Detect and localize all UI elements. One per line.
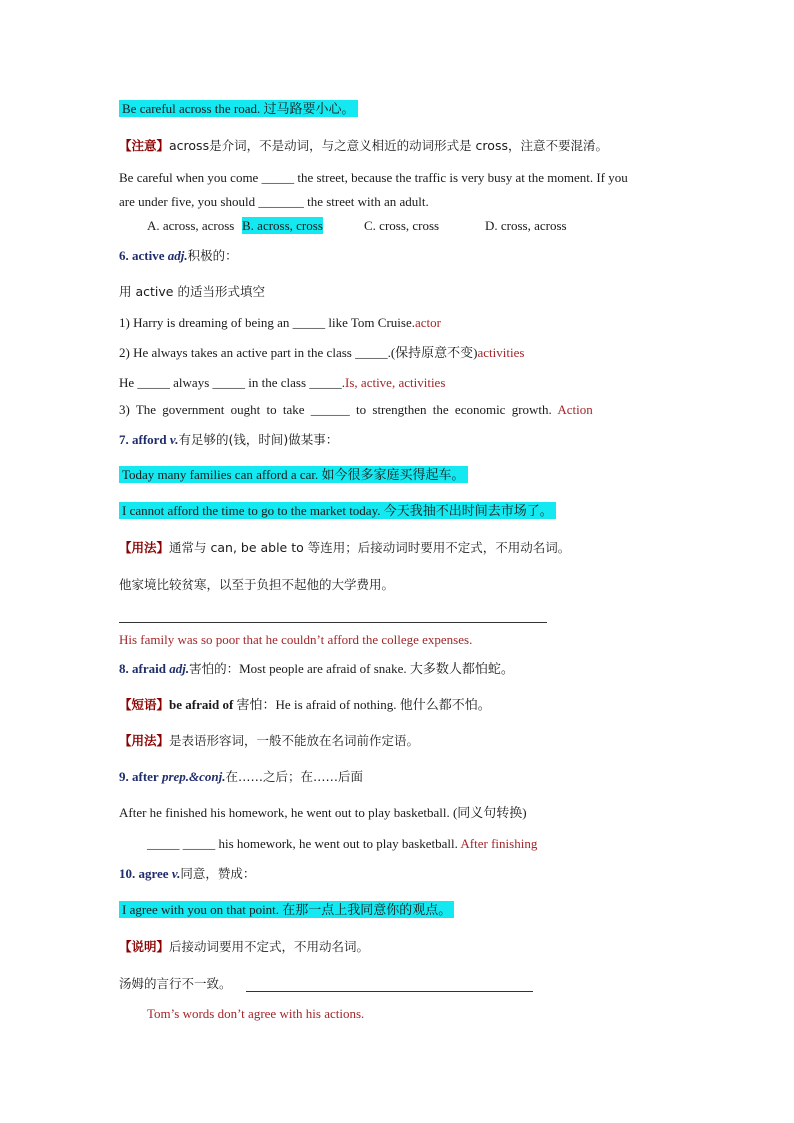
translation-prompt-agree: 汤姆的言行不一致。 [119,976,232,991]
after-question: After he finished his homework, he went out to play basketball. (同义句转换) [119,805,527,820]
note-paragraph: 【注意】across是介词，不是动词，与之意义相近的动词形式是 cross，注意不要混淆。 [119,138,608,153]
phrase-afraid: 【短语】be afraid of 害怕：He is afraid of nothing. 他什么都不怕。 [119,697,491,712]
exercise-1: 1) Harry is dreaming of being an _____ like Tom Cruise.actor [119,315,441,330]
example-afford-2: I cannot afford the time to go to the market today. 今天我抽不出时间去市场了。 [119,501,556,521]
answer-line [119,622,547,623]
exercise-2b: He _____ always _____ in the class _____.Is, active, activities [119,375,446,390]
example-agree: I agree with you on that point. 在那一点上我同意你的观点。 [119,900,454,920]
example-sentence: Be careful across the road. 过马路要小心。 [119,99,358,119]
example-afford-1: Today many families can afford a car. 如今很多家庭买得起车。 [119,465,468,485]
exercise-question-line1: Be careful when you come _____ the street, because the traffic is very busy at the moment. If you [119,170,628,185]
usage-afraid: 【用法】是表语形容词，一般不能放在名词前作定语。 [119,733,420,748]
entry-heading-afford: 7. afford v.有足够的(钱，时间)做某事： [119,432,339,447]
exercise-option-a: A. across, across [147,218,235,233]
entry-heading-afraid: 8. afraid adj.害怕的：Most people are afraid of snake. 大多数人都怕蛇。 [119,661,514,676]
translation-answer: His family was so poor that he couldn’t afford the college expenses. [119,632,473,647]
instruction: 用 active 的适当形式填空 [119,284,265,299]
exercise-option-c: C. cross, cross [364,218,440,233]
exercise-option-b: B. across, cross [242,218,323,233]
exercise-2: 2) He always takes an active part in the class _____.(保持原意不变)activities [119,345,525,360]
exercise-option-d: D. cross, across [485,218,567,233]
entry-heading-agree: 10. agree v.同意，赞成： [119,866,256,881]
exercise-question-line2: are under five, you should _______ the street with an adult. [119,194,429,209]
entry-heading-after: 9. after prep.&conj.在……之后；在……后面 [119,769,364,784]
translation-prompt: 他家境比较贫寒，以至于负担不起他的大学费用。 [119,577,395,592]
translation-answer-agree: Tom’s words don’t agree with his actions. [147,1006,365,1021]
usage-afford: 【用法】通常与 can, be able to 等连用；后接动词时要用不定式，不用动名词。 [119,540,571,555]
exercise-3: 3) The government ought to take ______ to strengthen the economic growth. Action [119,402,593,417]
after-exercise: _____ _____ his homework, he went out to play basketball. After finishing [147,836,538,851]
answer-line-agree [246,991,533,992]
entry-heading-active: 6. active adj.积极的： [119,248,238,263]
note-agree: 【说明】后接动词要用不定式，不用动名词。 [119,939,370,954]
